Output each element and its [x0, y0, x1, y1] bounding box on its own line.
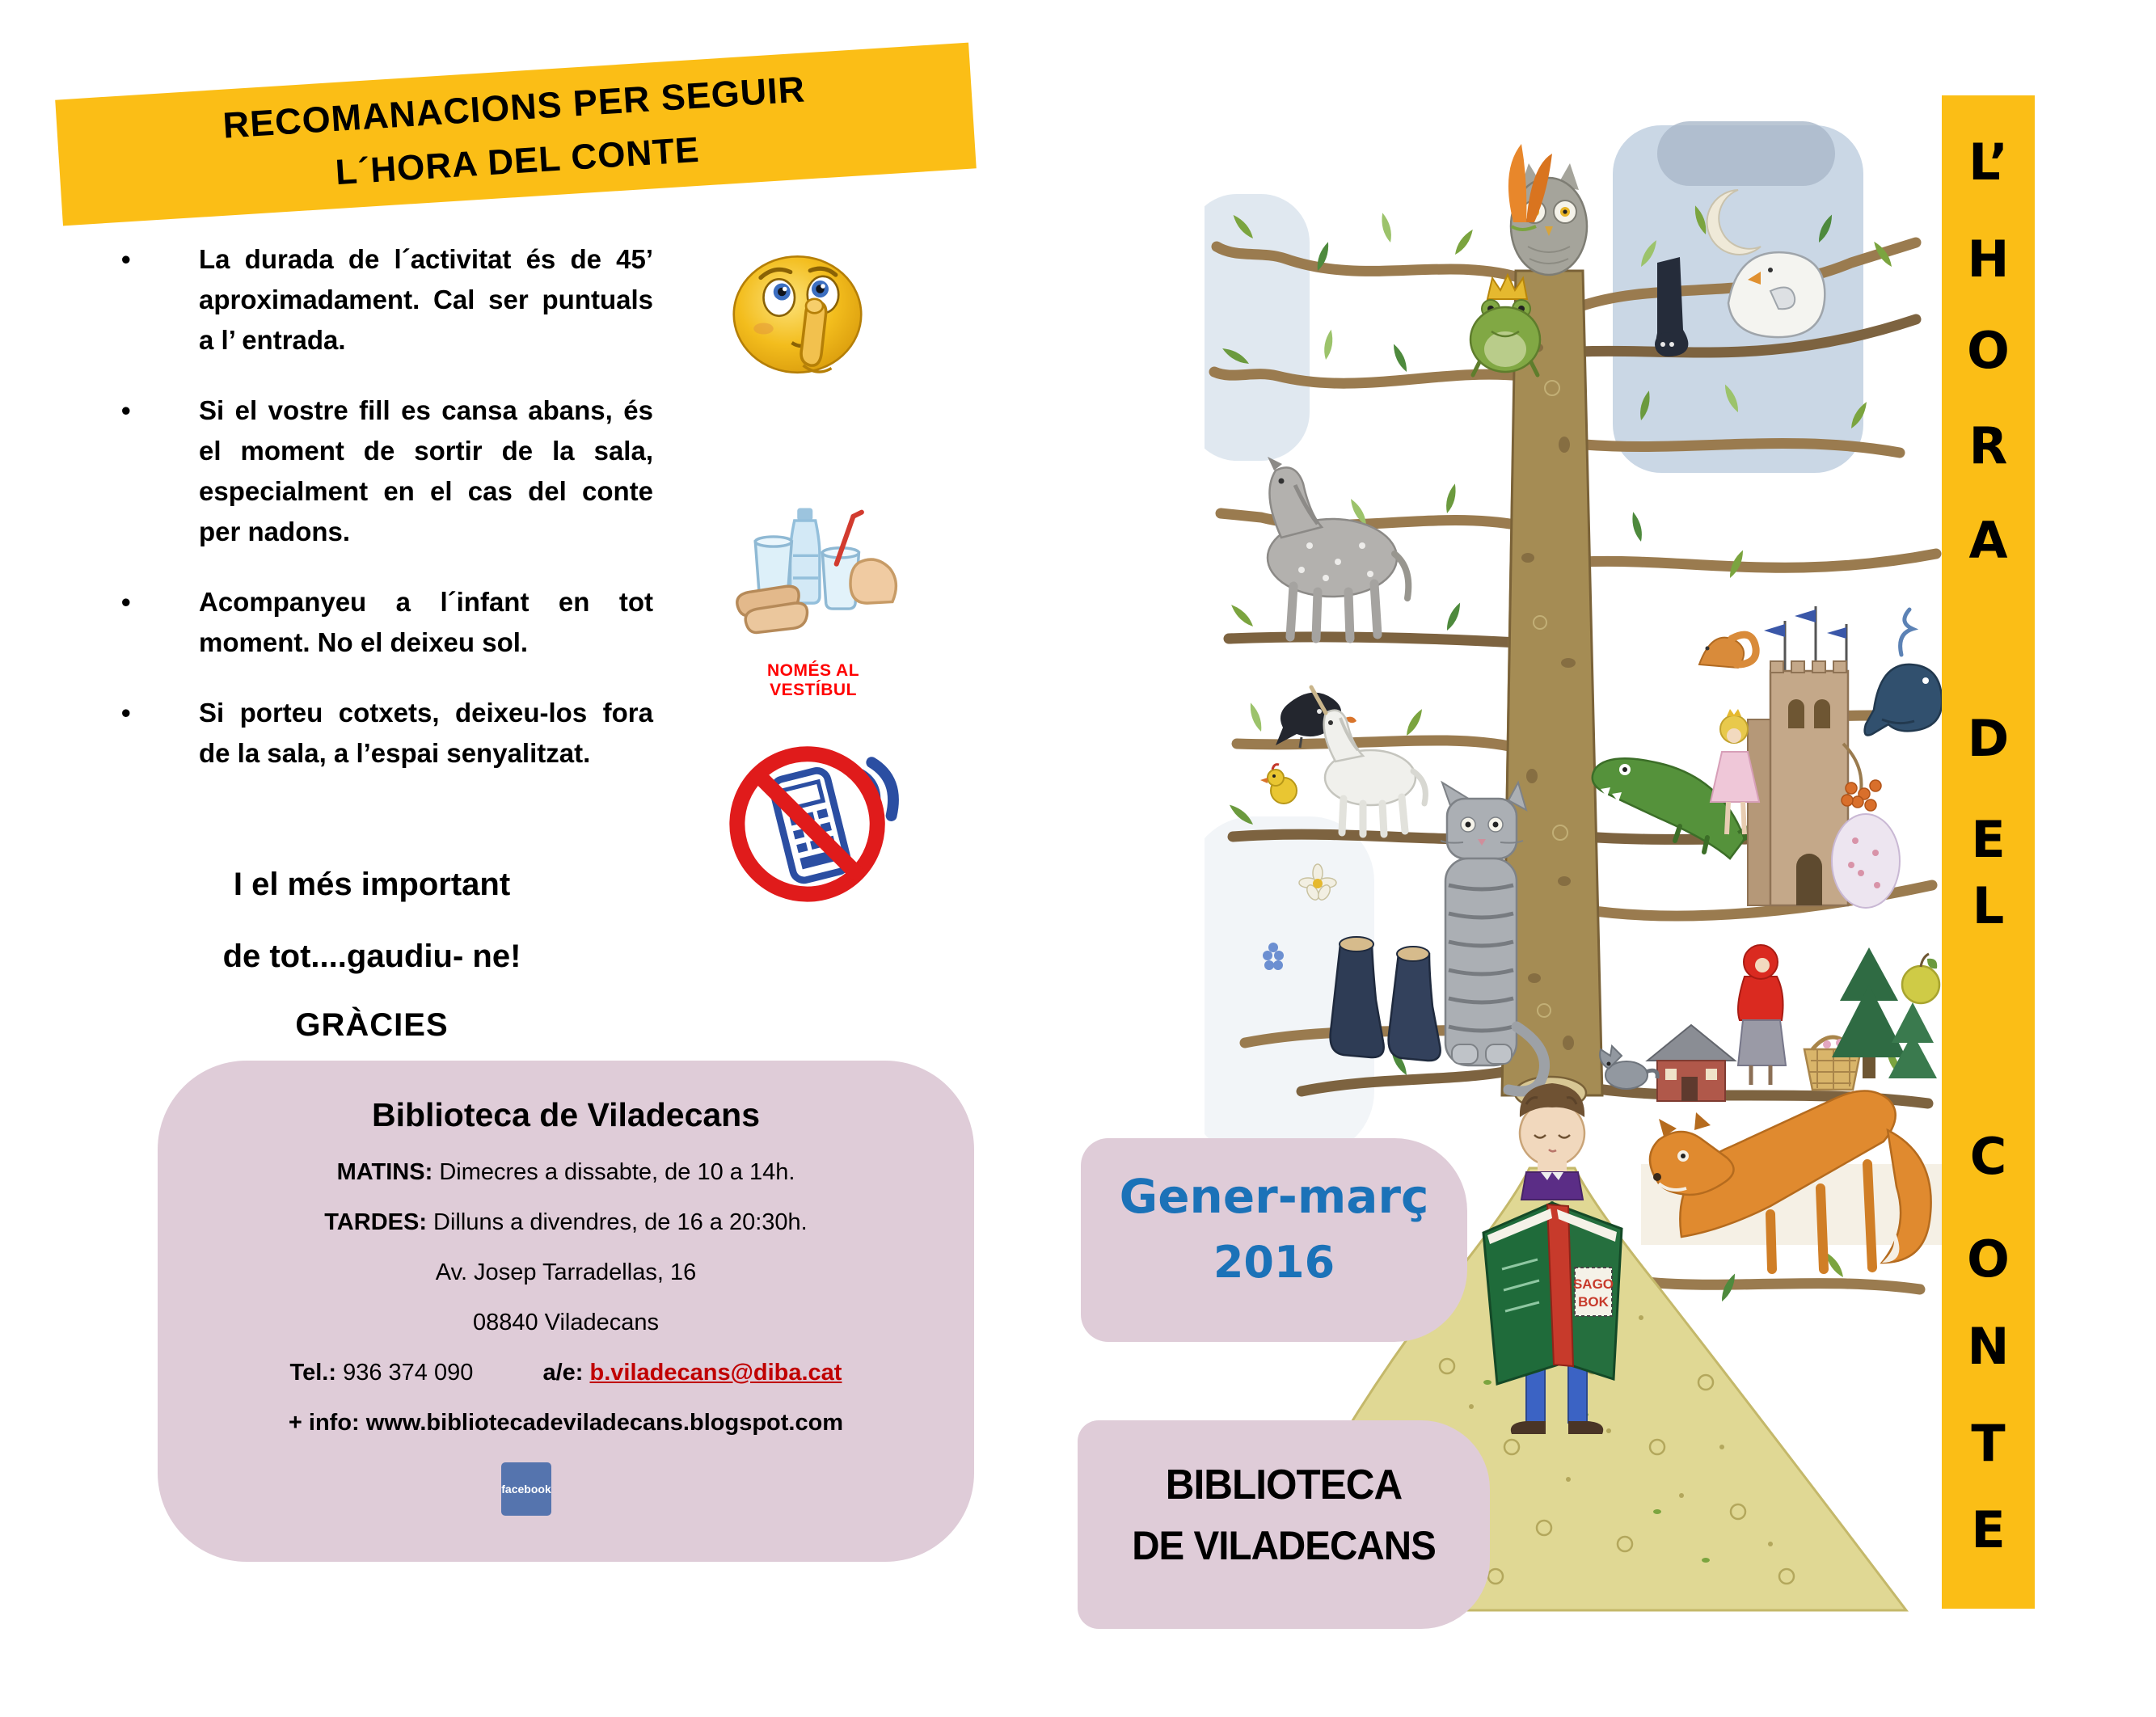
- website-line: [158, 1409, 974, 1436]
- bullet-text: Si porteu cotxets, deixeu-los fora de la sala, a l’espai senyalitzat.: [199, 698, 653, 768]
- shush-emoji-icon: [728, 241, 873, 382]
- bullet-icon: •: [121, 698, 131, 728]
- book-title-line-2: BOK: [1578, 1294, 1609, 1310]
- facebook-icon[interactable]: [501, 1462, 551, 1516]
- closing-line-1: I el més important: [233, 867, 511, 902]
- red-riding-hood: [1738, 945, 1786, 1085]
- closing-line-3: GRÀCIES: [295, 1007, 449, 1043]
- apple: [1902, 954, 1939, 1003]
- castle: [1748, 606, 1900, 908]
- food-caption: NOMÉS AL VESTÍBUL: [766, 661, 860, 699]
- vertical-title-banner: [1942, 95, 2035, 1609]
- food-drinks-icon: [730, 505, 898, 651]
- vertical-banner-letter: T: [1971, 1414, 2006, 1473]
- bullet-text: Si el vostre fill es cansa abans, és el moment de sortir de la sala, especialment en el cas del conte per nadons.: [199, 395, 653, 546]
- banner-line-2: L´HORA DEL CONTE: [334, 129, 701, 193]
- sky-patch-left: [1205, 194, 1310, 461]
- squirrel: [1699, 635, 1756, 668]
- website-url: www.bibliotecadeviladecans.blogspot.com: [365, 1410, 844, 1436]
- vertical-banner-letter: N: [1967, 1317, 2010, 1376]
- vertical-banner-letter: A: [1968, 511, 2008, 570]
- library-name: Biblioteca de Viladecans: [371, 1096, 761, 1133]
- email-link[interactable]: b.viladecans@diba.cat: [589, 1360, 842, 1386]
- horse: [1268, 457, 1408, 639]
- period-box: [1081, 1138, 1467, 1342]
- library-info-box: [158, 1061, 974, 1562]
- address-street: Av. Josep Tarradellas, 16: [435, 1259, 697, 1285]
- hours-evening: [158, 1209, 974, 1236]
- storytree-illustration: [1205, 105, 1942, 1617]
- list-item: [121, 693, 653, 774]
- bullet-icon: •: [121, 244, 131, 274]
- vertical-banner-letter: H: [1967, 230, 2010, 289]
- phone-label: Tel.:: [289, 1360, 336, 1386]
- vertical-banner-letter: O: [1967, 321, 2010, 380]
- boots: [1331, 937, 1441, 1061]
- vertical-banner-letter: E: [1971, 810, 2006, 869]
- period-line-1: Gener-març: [1119, 1169, 1429, 1224]
- vertical-banner-letter: D: [1967, 709, 2010, 768]
- storybook: [1483, 1203, 1622, 1384]
- chick: [1260, 765, 1297, 804]
- hours-evening-text: Dilluns a divendres, de 16 a 20:30h.: [433, 1209, 808, 1235]
- vertical-banner-letter: O: [1967, 1230, 2010, 1289]
- whale: [1865, 610, 1942, 736]
- period-line-2: 2016: [1213, 1237, 1335, 1288]
- banner-line-1: RECOMANACIONS PER SEGUIR: [222, 68, 807, 146]
- reading-boy: [1520, 1083, 1584, 1200]
- library-title-line-2: DE VILADECANS: [1132, 1523, 1436, 1568]
- closing-line-2: de tot....gaudiu- ne!: [222, 939, 521, 974]
- hours-morning-label: MATINS:: [336, 1159, 433, 1185]
- hours-morning-text: Dimecres a dissabte, de 10 a 14h.: [439, 1159, 795, 1185]
- vertical-banner-letter: C: [1969, 1127, 2007, 1186]
- no-mobile-phone-icon: [726, 732, 900, 905]
- bullet-icon: •: [121, 587, 131, 617]
- facebook-label: facebook: [501, 1483, 551, 1496]
- recommendations-list: [121, 239, 653, 804]
- list-item: [121, 390, 653, 552]
- cloud: [1657, 121, 1835, 186]
- contact-line: [158, 1359, 974, 1386]
- wolf: [1600, 1046, 1657, 1089]
- vertical-banner-letter: R: [1968, 416, 2008, 475]
- closing-message: [113, 867, 631, 1044]
- list-item: [121, 239, 653, 361]
- recommendations-banner: [55, 43, 977, 226]
- vertical-banner-letter: L: [1972, 876, 2005, 935]
- hours-morning: [158, 1158, 974, 1186]
- house: [1648, 1025, 1735, 1101]
- vertical-banner-letter: E: [1971, 1500, 2006, 1559]
- bullet-icon: •: [121, 395, 131, 425]
- email-label: a/e:: [542, 1360, 584, 1386]
- book-title-line-1: SAGO: [1572, 1276, 1614, 1292]
- website-label: + info:: [288, 1410, 360, 1436]
- vertical-banner-letter: L’: [1968, 133, 2008, 192]
- list-item: [121, 582, 653, 663]
- bullet-text: Acompanyeu a l´infant en tot moment. No el deixeu sol.: [199, 587, 653, 657]
- library-title-box: [1078, 1420, 1490, 1629]
- bullet-text: La durada de l´activitat és de 45’ aproximadament. Cal ser puntuals a l’ entrada.: [199, 244, 653, 355]
- phone-number: 936 374 090: [343, 1360, 474, 1386]
- library-title-line-1: BIBLIOTECA: [1165, 1462, 1403, 1508]
- address-city: 08840 Viladecans: [472, 1310, 660, 1335]
- hours-evening-label: TARDES:: [324, 1209, 427, 1235]
